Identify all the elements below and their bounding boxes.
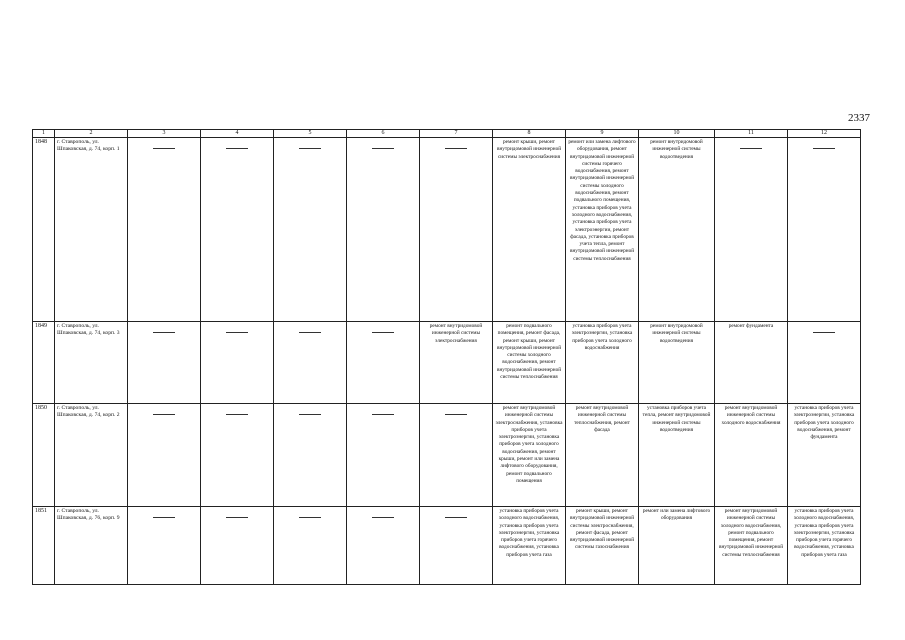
work-cell: ремонт или замена лифтового оборудования, ремонт внутридомовой инженерной системы горячего водоснабжения, ремонт внутридомовой инженерной системы холодного водоснабжения, ремонт подвального помещения, установка приборов учета холодного водоснабжения, установка приборов учета электроэнергии, ремонт фасада, установка приборов учета тепла, ремонт внутридомовой инженерной системы теплоснабжения [566, 138, 639, 322]
empty-cell [274, 507, 347, 585]
dash-mark [372, 332, 394, 333]
empty-cell [420, 404, 493, 507]
work-cell: установка приборов учета электроэнергии, установка приборов учета холодного водоснабжения [566, 322, 639, 404]
column-header: 5 [274, 130, 347, 138]
row-number: 1848 [33, 138, 55, 322]
row-number: 1851 [33, 507, 55, 585]
dash-mark [299, 414, 321, 415]
table-row [33, 138, 861, 322]
work-cell: установка приборов учета электроэнергии, установка приборов учета холодного водоснабжения, ремонт фундамента [788, 404, 861, 507]
dash-mark [445, 148, 467, 149]
address-cell: г. Ставрополь, ул. Шпаковская, д. 74, корп. 2 [55, 404, 128, 507]
work-cell: ремонт крыши, ремонт внутридомовой инженерной системы электроснабжения, ремонт фасада, ремонт внутридомовой инженерной системы газоснабжения [566, 507, 639, 585]
table-row [33, 322, 861, 404]
work-cell: ремонт внутридомовой инженерной системы холодного водоснабжения, ремонт подвального помещения, ремонт внутридомовой инженерной системы теплоснабжения [715, 507, 788, 585]
column-header: 4 [201, 130, 274, 138]
work-cell: установка приборов учета холодного водоснабжения, установка приборов учета электроэнергии, установка приборов учета горячего водоснабжения, установка приборов учета газа [493, 507, 566, 585]
address-cell: г. Ставрополь, ул. Шпаковская, д. 76, корп. 9 [55, 507, 128, 585]
empty-cell [128, 322, 201, 404]
row-number: 1850 [33, 404, 55, 507]
table-row [33, 404, 861, 507]
dash-mark [372, 148, 394, 149]
empty-cell [788, 138, 861, 322]
empty-cell [347, 404, 420, 507]
column-number-row [33, 130, 861, 138]
dash-mark [226, 148, 248, 149]
column-header: 3 [128, 130, 201, 138]
empty-cell [347, 322, 420, 404]
column-header: 12 [788, 130, 861, 138]
work-cell: ремонт внутридомовой инженерной системы водоотведения [639, 138, 715, 322]
column-header: 8 [493, 130, 566, 138]
work-cell: ремонт внутридомовой инженерной системы электроснабжения, установка приборов учета электроэнергии, установка приборов учета холодного водоснабжения, ремонт крыши, ремонт или замена лифтового оборудования, ремонт подвального помещения [493, 404, 566, 507]
empty-cell [128, 138, 201, 322]
work-cell: установка приборов учета тепла, ремонт внутридомовой инженерной системы водоотведения [639, 404, 715, 507]
column-header: 10 [639, 130, 715, 138]
work-cell: ремонт внутридомовой инженерной системы холодного водоснабжения [715, 404, 788, 507]
dash-mark [226, 332, 248, 333]
dash-mark [153, 414, 175, 415]
empty-cell [128, 404, 201, 507]
work-cell: ремонт подвального помещения, ремонт фасада, ремонт крыши, ремонт внутридомовой инженерной системы холодного водоснабжения, ремонт внутридомовой инженерной системы теплоснабжения [493, 322, 566, 404]
dash-mark [226, 414, 248, 415]
column-header: 2 [55, 130, 128, 138]
dash-mark [299, 332, 321, 333]
empty-cell [420, 507, 493, 585]
dash-mark [153, 332, 175, 333]
work-cell: ремонт внутридомовой инженерной системы теплоснабжения, ремонт фасада [566, 404, 639, 507]
work-cell: ремонт или замена лифтового оборудования [639, 507, 715, 585]
empty-cell [274, 404, 347, 507]
empty-cell [201, 404, 274, 507]
column-header: 6 [347, 130, 420, 138]
address-cell: г. Ставрополь, ул. Шпаковская, д. 74, корп. 1 [55, 138, 128, 322]
register-table [32, 129, 861, 585]
column-header: 1 [33, 130, 55, 138]
work-cell: ремонт внутридомовой инженерной системы электроснабжения [420, 322, 493, 404]
dash-mark [813, 332, 835, 333]
table-row [33, 507, 861, 585]
empty-cell [715, 138, 788, 322]
dash-mark [153, 517, 175, 518]
column-header: 7 [420, 130, 493, 138]
dash-mark [226, 517, 248, 518]
dash-mark [153, 148, 175, 149]
address-cell: г. Ставрополь, ул. Шпаковская, д. 74, корп. 3 [55, 322, 128, 404]
column-header: 9 [566, 130, 639, 138]
work-cell: ремонт внутридомовой инженерной системы водоотведения [639, 322, 715, 404]
empty-cell [201, 322, 274, 404]
dash-mark [813, 148, 835, 149]
column-header: 11 [715, 130, 788, 138]
dash-mark [740, 148, 762, 149]
empty-cell [347, 507, 420, 585]
work-cell: ремонт фундамента [715, 322, 788, 404]
page-number: 2337 [848, 112, 870, 124]
dash-mark [372, 414, 394, 415]
empty-cell [274, 322, 347, 404]
dash-mark [372, 517, 394, 518]
empty-cell [274, 138, 347, 322]
work-cell: установка приборов учета холодного водоснабжения, установка приборов учета электроэнергии, установка приборов учета горячего водоснабжения, установка приборов учета газа [788, 507, 861, 585]
empty-cell [201, 507, 274, 585]
dash-mark [299, 517, 321, 518]
dash-mark [299, 148, 321, 149]
empty-cell [420, 138, 493, 322]
empty-cell [347, 138, 420, 322]
empty-cell [128, 507, 201, 585]
dash-mark [445, 517, 467, 518]
row-number: 1849 [33, 322, 55, 404]
empty-cell [201, 138, 274, 322]
work-cell: ремонт крыши, ремонт внутридомовой инженерной системы электроснабжения [493, 138, 566, 322]
dash-mark [445, 414, 467, 415]
empty-cell [788, 322, 861, 404]
